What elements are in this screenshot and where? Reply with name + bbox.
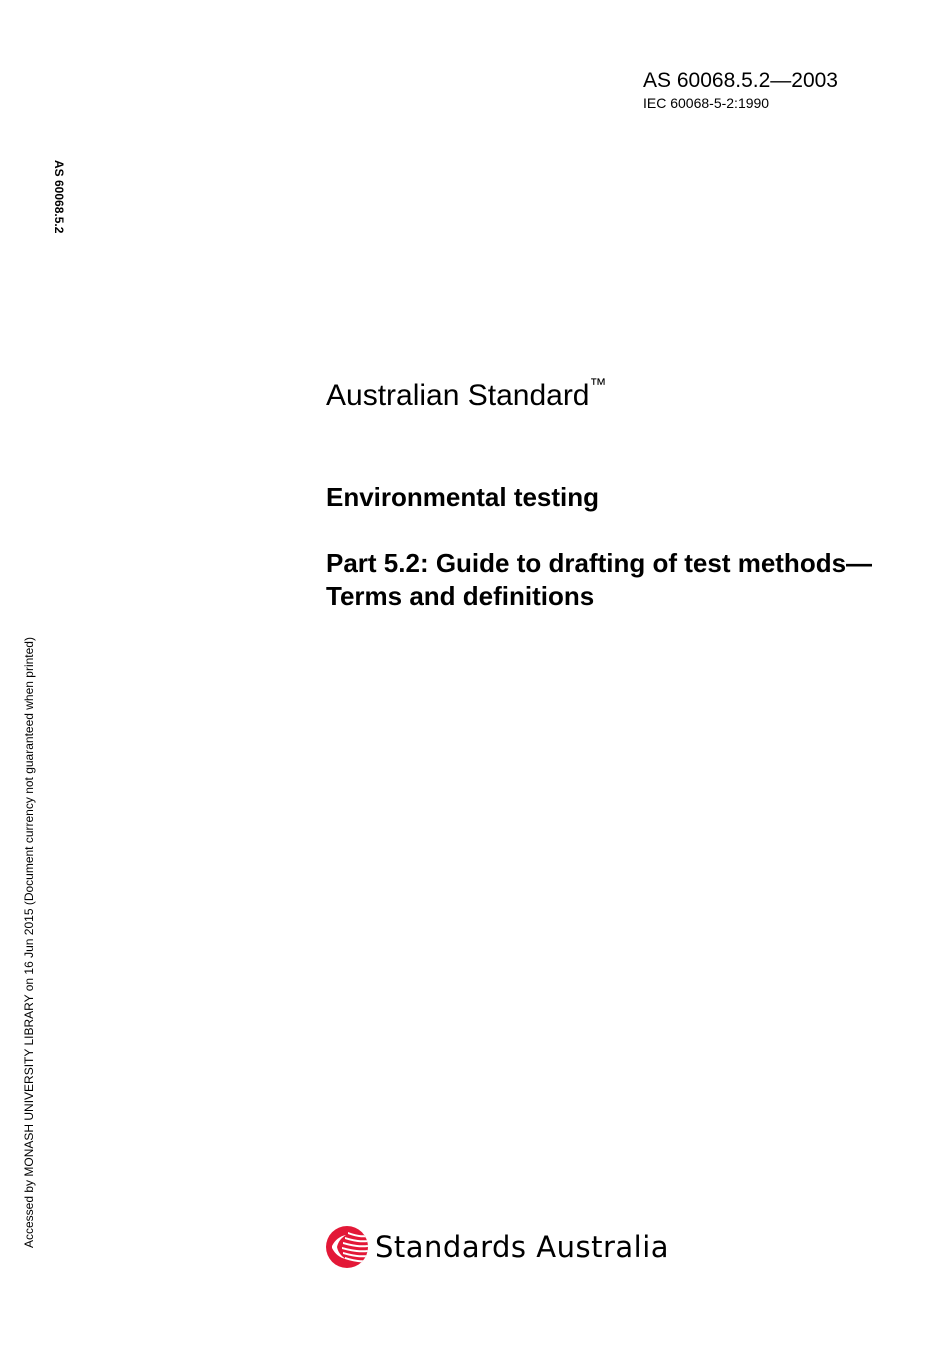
publisher-block	[326, 1224, 669, 1270]
trademark-symbol: ™	[589, 375, 607, 394]
document-subtitle: Part 5.2: Guide to drafting of test methods—Terms and definitions	[326, 548, 873, 611]
iec-reference-number: IEC 60068-5-2:1990	[643, 95, 770, 111]
series-heading	[326, 375, 607, 414]
document-title: Environmental testing	[326, 482, 600, 512]
standards-australia-logo-icon	[326, 1226, 368, 1268]
publisher-name: Standards Australia	[375, 1230, 670, 1264]
spine-label: AS 60068.5.2	[52, 160, 66, 234]
series-name: Australian Standard	[326, 379, 590, 412]
document-number: AS 60068.5.2—2003	[643, 69, 838, 92]
access-notice: Accessed by MONASH UNIVERSITY LIBRARY on 16 Jun 2015 (Document currency not guaranteed when printed)	[22, 637, 36, 1248]
